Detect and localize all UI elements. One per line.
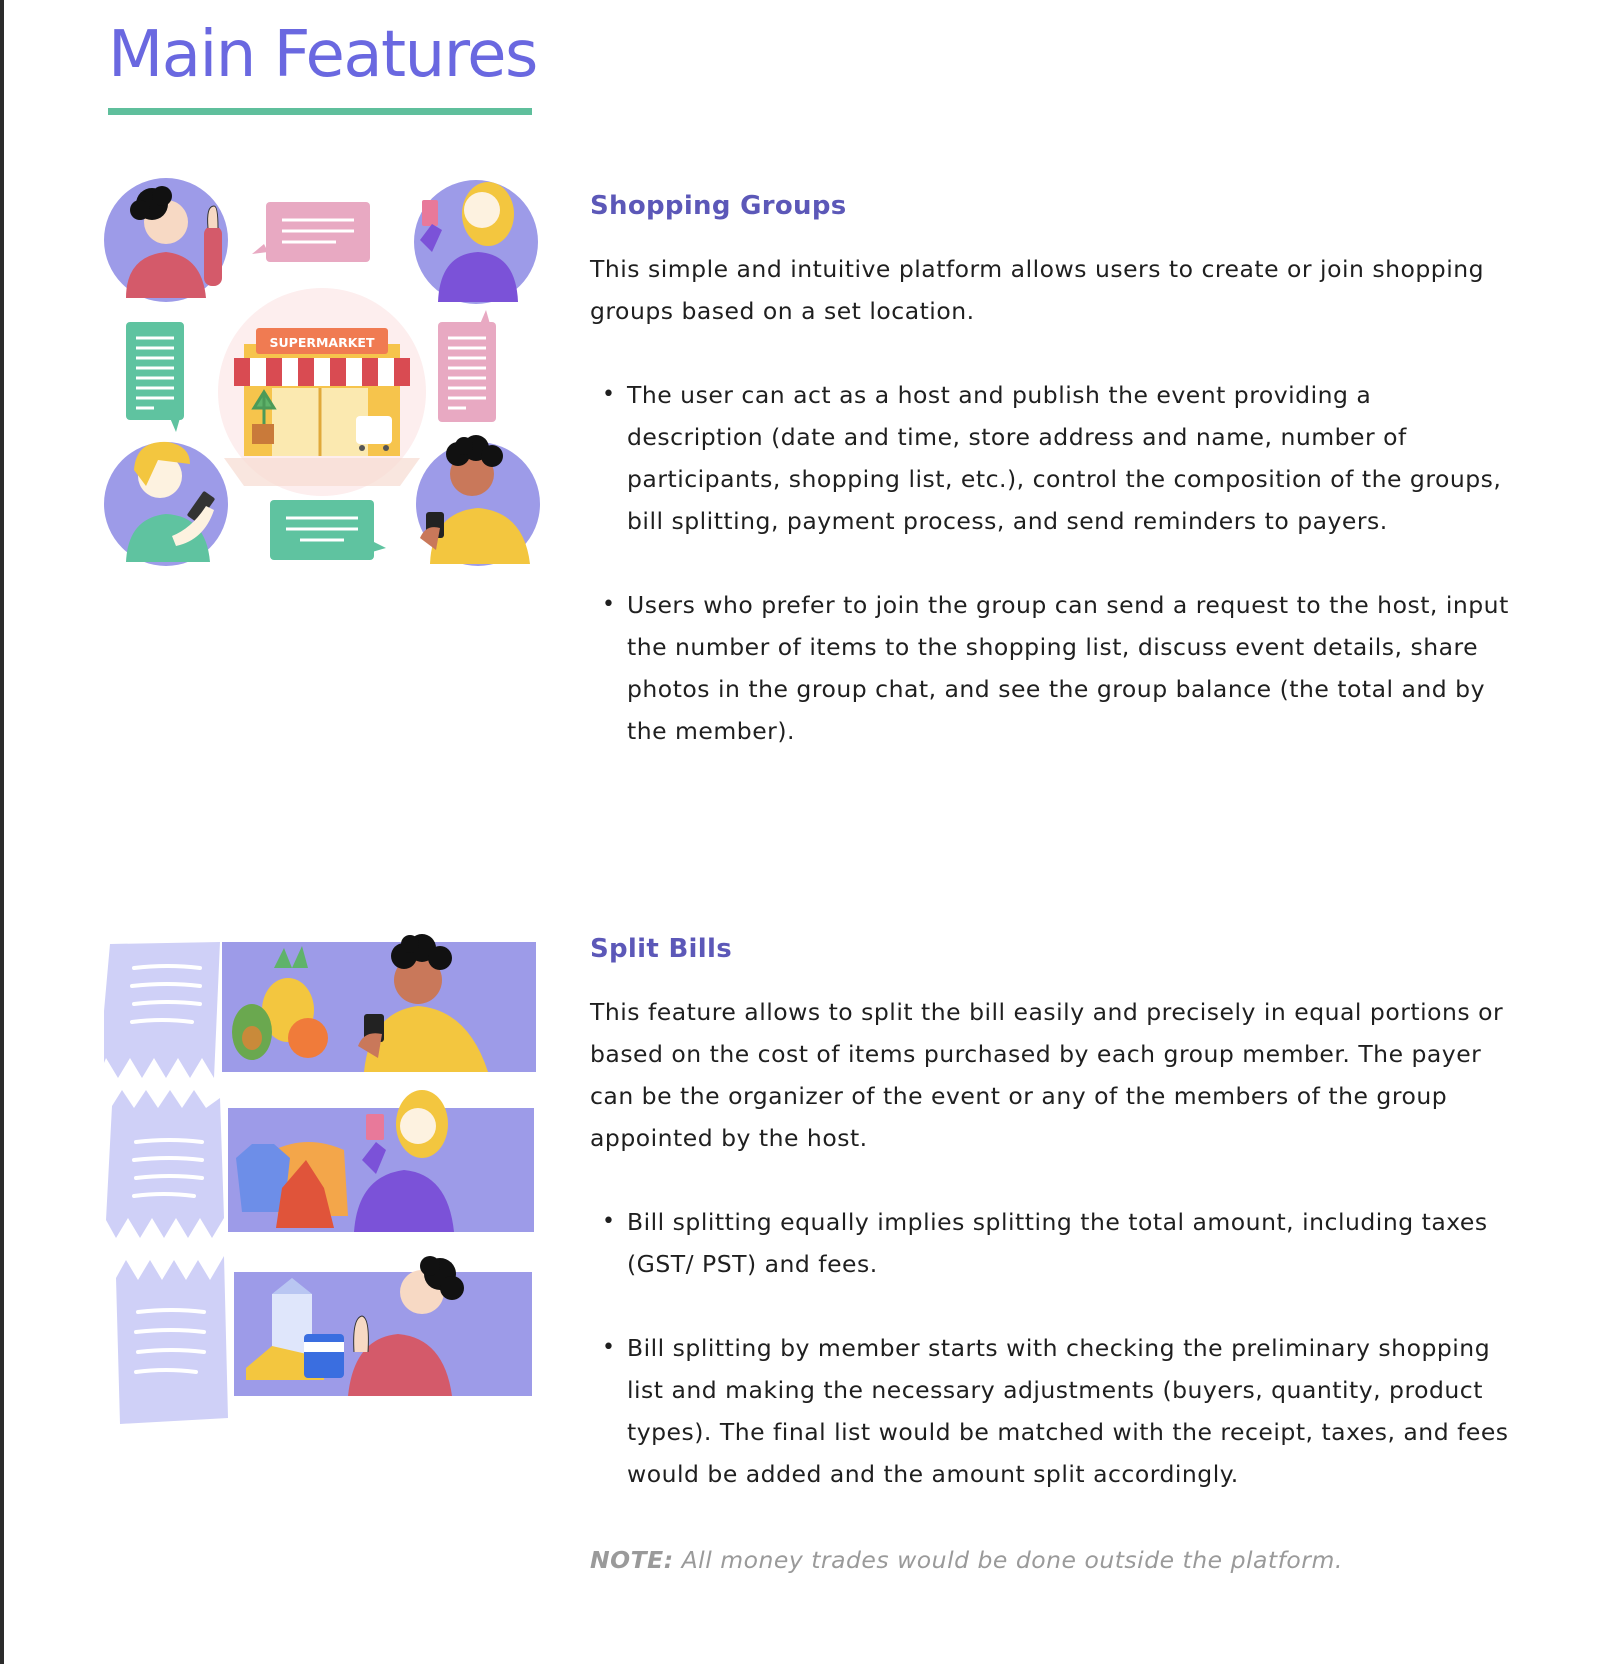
section-title: Split Bills — [590, 934, 732, 964]
list-item — [590, 374, 1510, 542]
clothing-panel — [228, 1090, 534, 1232]
chat-bubble-icon — [270, 500, 386, 560]
bullet-icon: • — [602, 1209, 616, 1234]
page-title: Main Features — [108, 18, 537, 92]
section-intro: This feature allows to split the bill easily and precisely in equal portions or based on the cost of items purchased by each group member. The payer can be the organizer of the event or any of the members of the group appointed by the host. — [590, 998, 1504, 1152]
person-avatar-icon — [104, 442, 228, 566]
list-item — [590, 1327, 1510, 1495]
list-item-text: The user can act as a host and publish the event providing a description (date and time, store address and name, number of participants, shopping list, etc.), control the composition of the groups, bill splitting, payment process, and send reminders to payers. — [627, 381, 1502, 535]
dairy-panel — [234, 1256, 532, 1396]
list-item-text: Users who prefer to join the group can send a request to the host, input the number of items to the shopping list, discuss event details, share photos in the group chat, and see the group balance (the total and by the member). — [627, 591, 1509, 745]
bullet-list — [590, 374, 1510, 752]
split-bills-illustration — [104, 928, 540, 1438]
chat-bubble-icon — [126, 322, 184, 432]
bullet-icon: • — [602, 382, 616, 407]
page-header — [108, 16, 537, 115]
receipt-icon — [116, 1256, 228, 1424]
person-avatar-icon — [414, 180, 538, 304]
chat-bubble-icon — [438, 310, 496, 422]
split-bills-section — [590, 929, 1510, 1537]
list-item — [590, 1201, 1510, 1285]
list-item — [590, 584, 1510, 752]
chat-bubble-icon — [252, 202, 370, 262]
note — [590, 1539, 1343, 1581]
shopping-groups-section — [590, 186, 1510, 794]
store-sign-text: SUPERMARKET — [269, 335, 375, 350]
title-underline — [108, 108, 532, 115]
list-item-text: Bill splitting by member starts with checking the preliminary shopping list and making the necessary adjustments (buyers, quantity, product types). The final list would be matched with the receipt, taxes, and fees would be added and the amount split accordingly. — [627, 1334, 1509, 1488]
receipt-icon — [106, 1090, 224, 1238]
bullet-icon: • — [602, 1335, 616, 1360]
receipt-icon — [104, 942, 220, 1078]
shopping-group-illustration — [104, 178, 540, 598]
section-title: Shopping Groups — [590, 191, 847, 221]
person-avatar-icon — [104, 178, 228, 302]
note-text: All money trades would be done outside the platform. — [673, 1546, 1343, 1574]
person-avatar-icon — [416, 435, 540, 566]
list-item-text: Bill splitting equally implies splitting the total amount, including taxes (GST/ PST) and fees. — [627, 1208, 1488, 1278]
bullet-icon: • — [602, 592, 616, 617]
bullet-list — [590, 1201, 1510, 1495]
produce-panel — [222, 934, 536, 1072]
left-edge-rule — [0, 0, 4, 1664]
note-label: NOTE: — [590, 1546, 674, 1574]
supermarket-icon — [218, 288, 426, 496]
section-intro: This simple and intuitive platform allows users to create or join shopping groups based on a set location. — [590, 255, 1485, 325]
